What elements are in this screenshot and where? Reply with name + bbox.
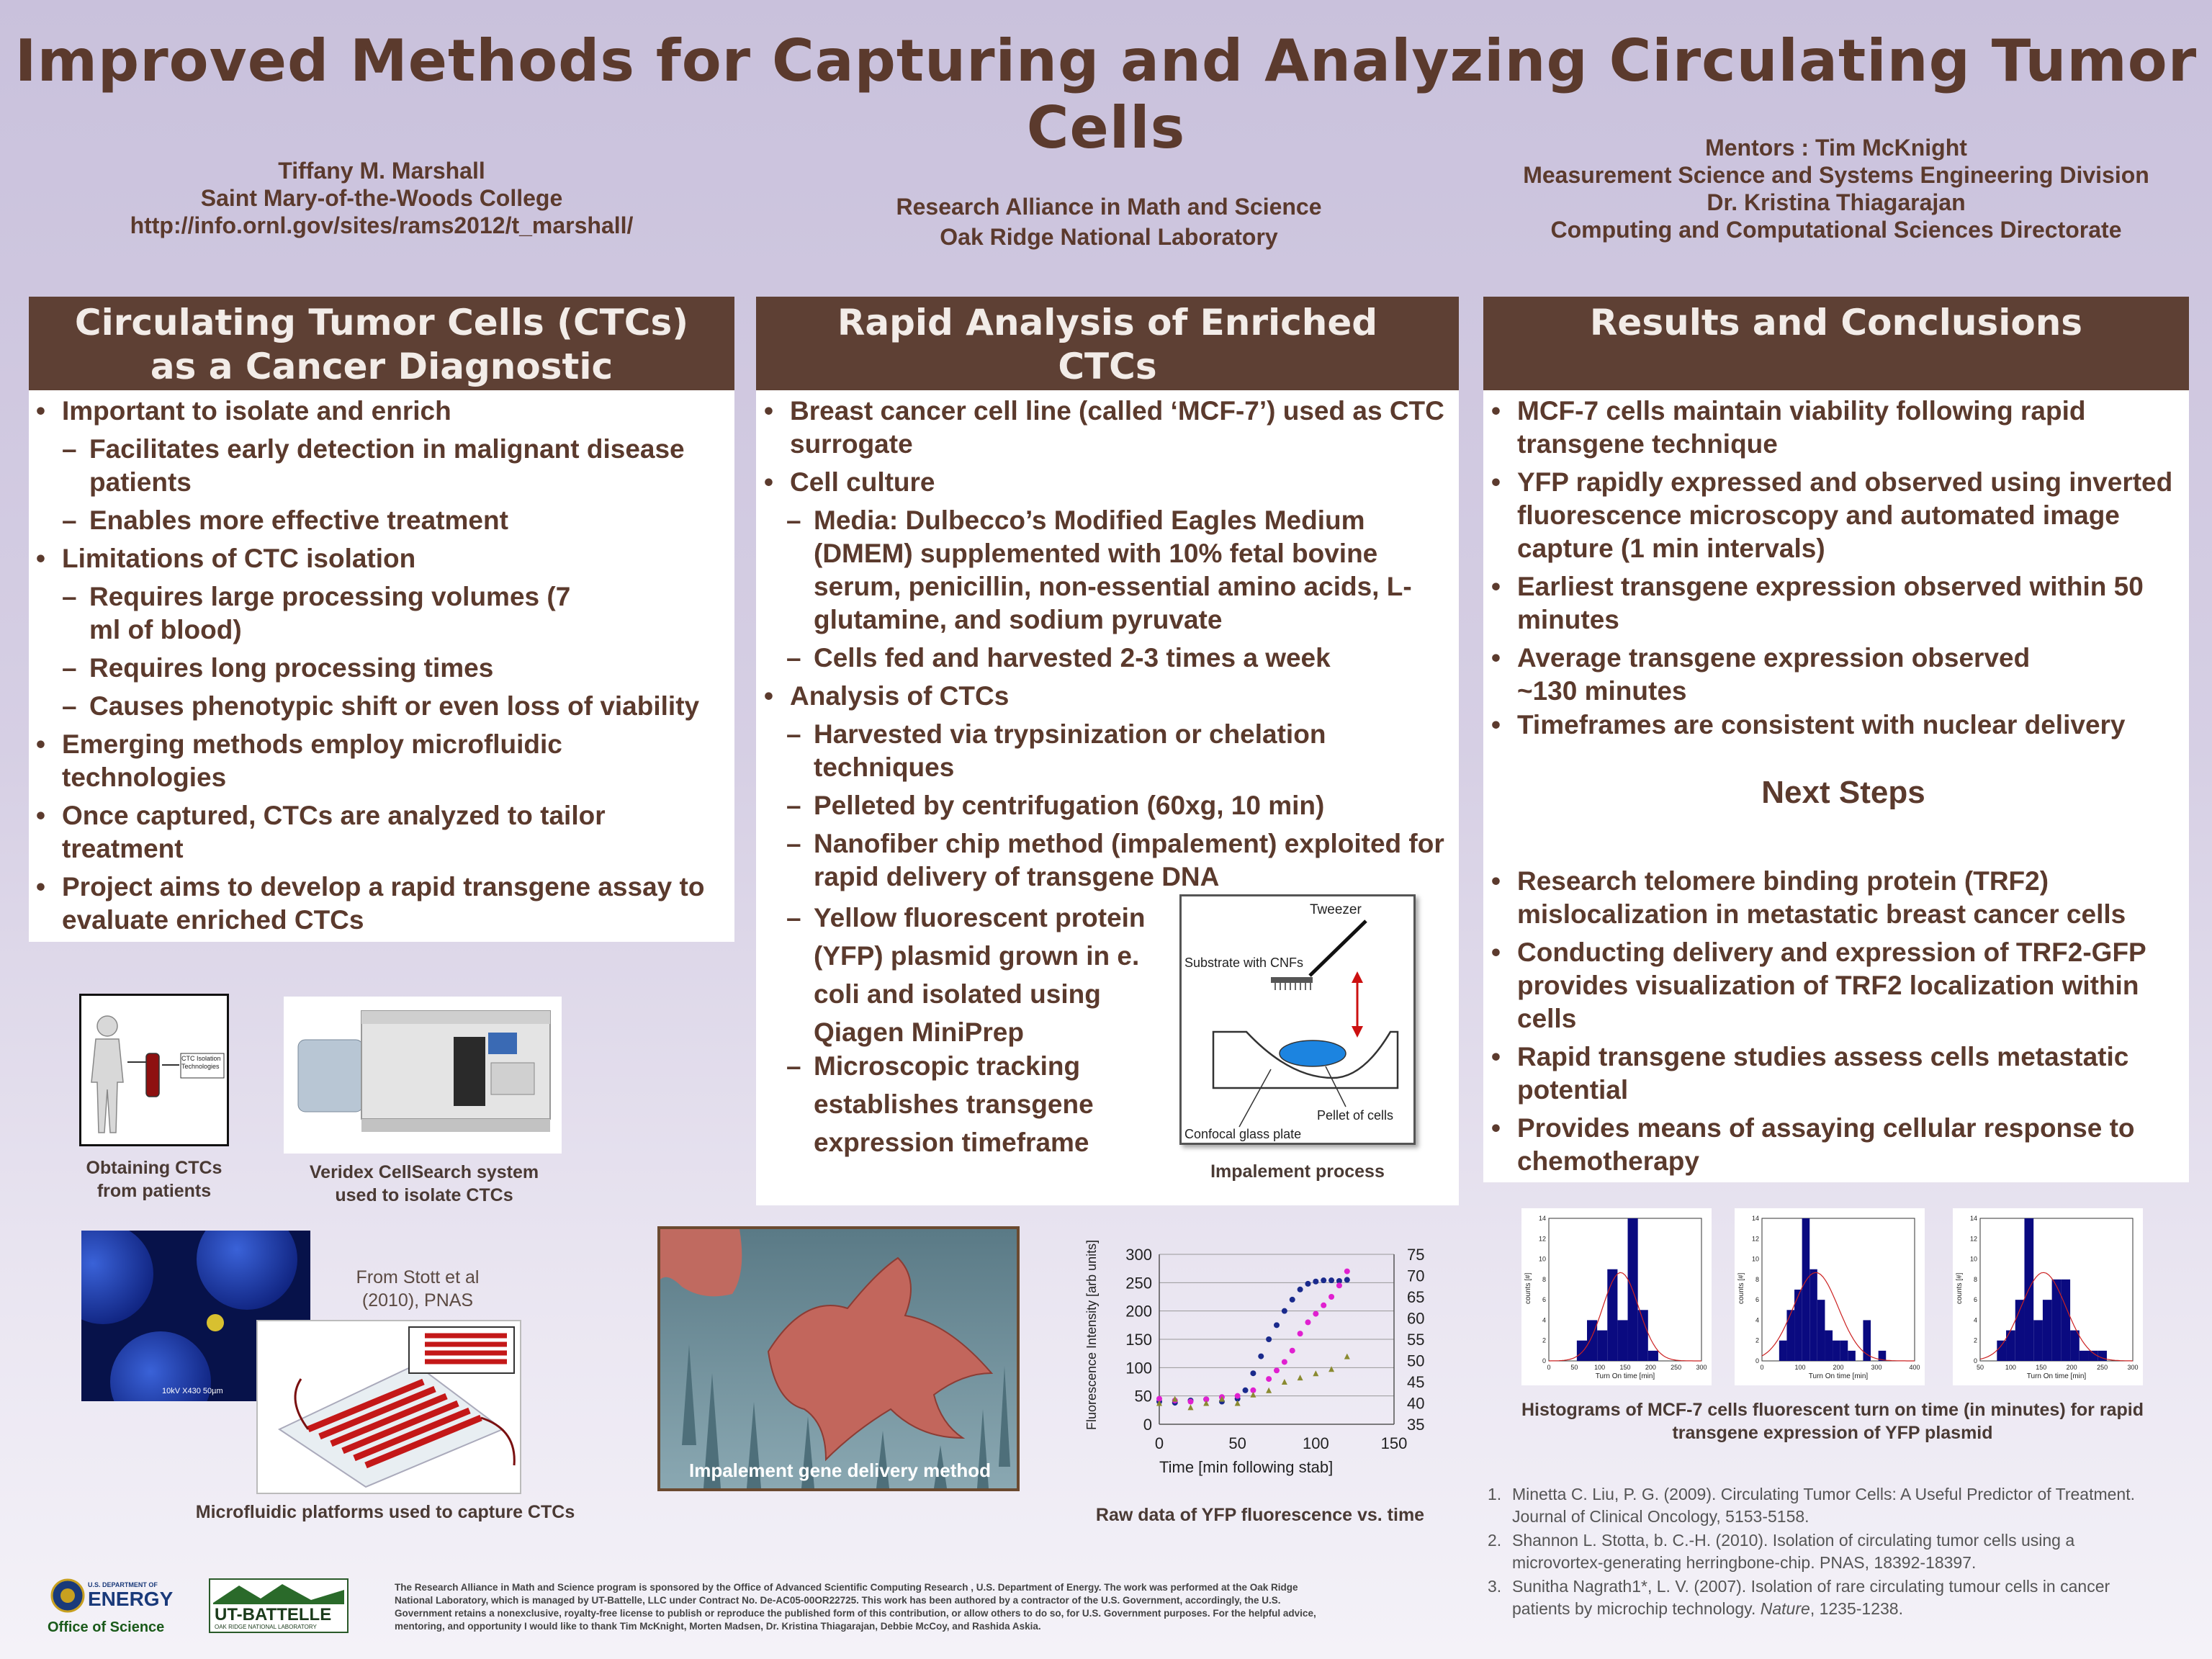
y-tick-label: 2 xyxy=(1542,1336,1546,1344)
data-point xyxy=(1282,1359,1287,1364)
data-point xyxy=(1344,1269,1350,1274)
sem-scale-text: 10kV X430 50µm xyxy=(162,1387,223,1395)
sub-bullet-item: – Microscopic tracking establishes transgene expression timeframe xyxy=(786,1051,1094,1157)
bullet-item: • Earliest transgene expression observed within 50 minutes xyxy=(1491,572,2144,634)
histogram-bar xyxy=(2006,1331,2015,1361)
bullet-item: • YFP rapidly expressed and observed using inverted fluorescence microscopy and automated image capture (1 min intervals) xyxy=(1491,467,2173,563)
x-tick-label: 0 xyxy=(1154,1434,1164,1452)
y-tick-label: 150 xyxy=(1125,1331,1152,1349)
histograms-caption: Histograms of MCF-7 cells fluorescent turn on time (in minutes) for rapid transgene expression of YFP plasmid xyxy=(1521,1400,2144,1443)
x-axis-label: Turn On time [min] xyxy=(1595,1372,1655,1380)
y2-tick-label: 60 xyxy=(1407,1309,1425,1328)
stott-citation: From Stott et al (2010), PNAS xyxy=(356,1267,480,1310)
histogram-bar xyxy=(1809,1269,1817,1361)
y-tick-label: 300 xyxy=(1125,1246,1152,1264)
data-point xyxy=(1328,1366,1334,1372)
sub-bullet-item: – Media: Dulbecco’s Modified Eagles Medium (DMEM) supplemented with 10% fetal bovine serum, penicillin, non-essential amino acids, L-glutamine, and sodium pyruvate xyxy=(786,505,1412,634)
data-point xyxy=(1290,1348,1295,1354)
bottle-shape xyxy=(298,1040,363,1112)
next-steps-heading: Next Steps xyxy=(1761,775,1925,810)
y-tick-label: 0 xyxy=(1973,1357,1977,1364)
data-point xyxy=(1274,1322,1280,1328)
histogram-bar xyxy=(1833,1341,1840,1361)
y-tick-label: 14 xyxy=(1538,1215,1546,1222)
x-tick-label: 300 xyxy=(2127,1364,2139,1371)
x-tick-label: 200 xyxy=(1833,1364,1844,1371)
y2-tick-label: 35 xyxy=(1407,1416,1425,1434)
raw-x-label: Time [min following stab] xyxy=(1159,1458,1334,1476)
y2-tick-label: 75 xyxy=(1407,1246,1425,1264)
glass-label: Confocal glass plate xyxy=(1184,1127,1302,1141)
instrument-screen xyxy=(488,1033,517,1054)
histogram-bar xyxy=(1848,1351,1856,1361)
histogram-2 xyxy=(1735,1208,1925,1385)
data-point xyxy=(1290,1297,1295,1303)
histogram-bar xyxy=(1794,1290,1802,1361)
ut-small-text: OAK RIDGE NATIONAL LABORATORY xyxy=(215,1624,317,1630)
bullet-item: • Rapid transgene studies assess cells metastatic potential xyxy=(1491,1042,2129,1105)
panel1-heading-line: as a Cancer Diagnostic xyxy=(150,346,613,387)
microfluidic-chip-image xyxy=(256,1320,521,1494)
data-point xyxy=(1344,1277,1350,1282)
program-block xyxy=(785,192,1433,252)
y2-tick-label: 45 xyxy=(1407,1373,1425,1391)
author-block xyxy=(50,157,713,239)
impalement-svg xyxy=(1182,896,1413,1143)
y-tick-label: 0 xyxy=(1143,1416,1152,1434)
data-point xyxy=(1266,1388,1272,1393)
histogram-bar xyxy=(2098,1351,2107,1361)
raw-data-caption: Raw data of YFP fluorescence vs. time xyxy=(1095,1505,1425,1525)
cellsearch-instrument-image xyxy=(284,997,562,1154)
instrument-door xyxy=(454,1037,485,1106)
sub-bullet-item: – Requires large processing volumes (7 ml of blood) xyxy=(62,582,571,644)
y-tick-label: 0 xyxy=(1755,1357,1759,1364)
data-point xyxy=(1250,1370,1256,1376)
bullet-item: • Research telomere binding protein (TRF2) mislocalization in metastatic breast cancer cells xyxy=(1491,866,2126,929)
plot-frame xyxy=(1762,1218,1915,1361)
sub-bullet-item: – Nanofiber chip method (impalement) exploited for rapid delivery of transgene DNA xyxy=(786,829,1444,891)
x-tick-label: 250 xyxy=(1671,1364,1682,1371)
sub-bullet-item: – Harvested via trypsinization or chelation techniques xyxy=(786,719,1326,782)
reference-item: 2. Shannon L. Stotta, b. C.-H. (2010). Isolation of circulating tumor cells using a microvortex-generating herringbone-chip. PNAS, 18392-18397. xyxy=(1488,1531,2075,1572)
bullet-item: • Timeframes are consistent with nuclear delivery xyxy=(1491,710,2126,739)
data-point xyxy=(1258,1354,1264,1359)
bullet-item: • MCF-7 cells maintain viability following rapid transgene technique xyxy=(1491,396,2086,459)
x-tick-label: 50 xyxy=(1976,1364,1984,1371)
y-tick-label: 50 xyxy=(1134,1387,1152,1406)
panel3-heading xyxy=(1483,297,2189,390)
y-axis-label: counts [#] xyxy=(1737,1272,1745,1304)
x-axis-label: Turn On time [min] xyxy=(2026,1372,2087,1380)
bullet-item: • Emerging methods employ microfluidic technologies xyxy=(36,729,562,792)
raw-data-chart xyxy=(1080,1214,1440,1488)
poster-title: Improved Methods for Capturing and Analyzing Circulating Tumor Cells xyxy=(14,27,2198,161)
data-point xyxy=(1305,1319,1310,1325)
mountain-icon xyxy=(213,1584,344,1604)
y-tick-label: 10 xyxy=(1751,1255,1759,1263)
histogram-bar xyxy=(2089,1351,2098,1361)
mentors-block xyxy=(1462,134,2211,243)
data-point xyxy=(1274,1367,1280,1373)
histogram-bar xyxy=(1607,1269,1617,1361)
panel2-heading-line: CTCs xyxy=(1058,346,1157,387)
x-tick-label: 250 xyxy=(2097,1364,2108,1371)
panel3-heading-line: Results and Conclusions xyxy=(1589,302,2083,343)
data-point xyxy=(1298,1375,1303,1380)
sub-bullet-item: – Causes phenotypic shift or even loss of viability xyxy=(62,691,700,721)
data-point xyxy=(1298,1331,1303,1336)
reference-item: 3. Sunitha Nagrath1*, L. V. (2007). Isolation of rare circulating tumour cells in cancer patients by microchip technology. Nature, 1235-1238. xyxy=(1488,1577,2110,1618)
human-figure-icon xyxy=(91,1016,123,1133)
data-point xyxy=(1321,1277,1326,1283)
ut-big-text: UT-BATTELLE xyxy=(215,1605,332,1624)
ctc-patient-diagram xyxy=(79,994,229,1146)
substrate-label: Substrate with CNFs xyxy=(1184,956,1304,970)
y2-tick-label: 70 xyxy=(1407,1267,1425,1285)
histogram-bar xyxy=(1840,1341,1848,1361)
bullet-item: • Breast cancer cell line (called ‘MCF-7’) used as CTC surrogate xyxy=(764,396,1444,459)
data-point xyxy=(1282,1308,1287,1314)
y-tick-label: 12 xyxy=(1751,1235,1759,1243)
tweezer-shape xyxy=(1310,921,1366,976)
nanofibers xyxy=(1275,983,1310,990)
data-point xyxy=(1328,1294,1334,1300)
y-tick-label: 0 xyxy=(1542,1357,1546,1364)
reference-item: 1. Minetta C. Liu, P. G. (2009). Circulating Tumor Cells: A Useful Predictor of Treatment. Journal of Clinical Oncology, 5153-5158. xyxy=(1488,1485,2135,1526)
x-tick-label: 200 xyxy=(2066,1364,2077,1371)
x-tick-label: 100 xyxy=(1594,1364,1606,1371)
bullet-item: • Limitations of CTC isolation xyxy=(36,544,416,573)
tweezer-label: Tweezer xyxy=(1310,902,1362,917)
histogram-1 xyxy=(1521,1208,1712,1385)
bullet-item: • Conducting delivery and expression of TRF2-GFP provides visualization of TRF2 localization within cells xyxy=(1491,938,2146,1033)
impalement-diagram xyxy=(1179,894,1416,1145)
bullet-item: • Once captured, CTCs are analyzed to tailor treatment xyxy=(36,801,606,863)
sub-bullet-item: – Enables more effective treatment xyxy=(62,505,508,535)
sub-bullet-item: – Requires long processing times xyxy=(62,653,494,683)
data-point xyxy=(1313,1370,1318,1376)
y-tick-label: 10 xyxy=(1969,1255,1977,1263)
histogram-bar xyxy=(1997,1341,2006,1361)
y2-tick-label: 55 xyxy=(1407,1331,1425,1349)
y-tick-label: 6 xyxy=(1542,1296,1546,1304)
y-tick-label: 14 xyxy=(1751,1215,1759,1222)
data-point xyxy=(1282,1379,1287,1385)
data-point xyxy=(1266,1376,1272,1382)
program-line: Oak Ridge National Laboratory xyxy=(940,224,1278,250)
histogram-bar xyxy=(1825,1331,1833,1361)
y-tick-label: 100 xyxy=(1125,1359,1152,1377)
x-tick-label: 50 xyxy=(1228,1434,1246,1452)
y-axis-label: counts [#] xyxy=(1524,1272,1532,1304)
histogram-bar xyxy=(2061,1280,2070,1361)
sub-bullet-item: – Facilitates early detection in malignant disease patients xyxy=(62,434,685,497)
data-point xyxy=(1305,1281,1310,1287)
y2-tick-label: 40 xyxy=(1407,1394,1425,1413)
substrate-shape xyxy=(1271,977,1313,983)
y-tick-label: 4 xyxy=(1542,1316,1546,1324)
x-tick-label: 400 xyxy=(1909,1364,1920,1371)
bullet-item: • Cell culture xyxy=(764,467,935,497)
histogram-bar xyxy=(1648,1351,1658,1361)
data-point xyxy=(1298,1287,1303,1292)
doe-logo xyxy=(48,1577,184,1635)
histogram-bar xyxy=(1817,1300,1825,1361)
data-point xyxy=(1266,1336,1272,1342)
bullet-item: • Average transgene expression observed ~130 minutes xyxy=(1491,643,2031,706)
bullet-item: • Project aims to develop a rapid transgene assay to evaluate enriched CTCs xyxy=(36,872,705,935)
histogram-bar xyxy=(2043,1300,2052,1361)
impalement-sem-image xyxy=(657,1226,1020,1491)
histogram-bar xyxy=(2052,1280,2062,1361)
histogram-3 xyxy=(1953,1208,2143,1385)
x-tick-label: 100 xyxy=(2005,1364,2016,1371)
sub-bullet-item: – Pelleted by centrifugation (60xg, 10 min) xyxy=(786,791,1325,820)
x-tick-label: 0 xyxy=(1547,1364,1551,1371)
y-tick-label: 250 xyxy=(1125,1274,1152,1292)
y-tick-label: 6 xyxy=(1755,1296,1759,1304)
panel1-heading-line: Circulating Tumor Cells (CTCs) xyxy=(74,302,689,343)
author-name: Tiffany M. Marshall xyxy=(278,158,485,184)
bullet-item: • Provides means of assaying cellular response to chemotherapy xyxy=(1491,1113,2135,1176)
y-tick-label: 8 xyxy=(1973,1275,1977,1283)
data-point xyxy=(1313,1311,1318,1317)
pellet-shape xyxy=(1280,1040,1346,1066)
author-url[interactable]: http://info.ornl.gov/sites/rams2012/t_marshall/ xyxy=(130,212,634,238)
histogram-bar xyxy=(1577,1341,1587,1361)
histogram-bar xyxy=(1638,1310,1648,1361)
y-tick-label: 4 xyxy=(1755,1316,1759,1324)
data-point xyxy=(1235,1393,1241,1399)
histogram-bar xyxy=(2070,1331,2080,1361)
mentor-line: Mentors : Tim McKnight xyxy=(1705,135,1967,161)
histogram-bar xyxy=(1617,1320,1627,1361)
x-tick-label: 200 xyxy=(1645,1364,1656,1371)
doe-small-text: U.S. DEPARTMENT OF xyxy=(88,1581,158,1588)
microfluidic-caption: Microfluidic platforms used to capture CTCs xyxy=(195,1502,575,1522)
obtaining-caption: Obtaining CTCs from patients xyxy=(86,1158,222,1201)
references xyxy=(1488,1483,2208,1620)
ut-battelle-logo xyxy=(209,1578,349,1633)
x-tick-label: 300 xyxy=(1696,1364,1707,1371)
y-tick-label: 14 xyxy=(1969,1215,1977,1222)
x-tick-label: 150 xyxy=(1619,1364,1631,1371)
y-tick-label: 12 xyxy=(1538,1235,1546,1243)
data-point xyxy=(1336,1282,1342,1288)
impalement-caption: Impalement process xyxy=(1210,1161,1385,1182)
histogram-bar xyxy=(1597,1331,1607,1361)
bullet-item: • Important to isolate and enrich xyxy=(36,396,451,426)
doe-big-text: ENERGY xyxy=(88,1588,174,1610)
histogram-bar xyxy=(1802,1218,1810,1361)
data-point xyxy=(1250,1392,1256,1398)
sub-bullet-item: – Yellow fluorescent protein (YFP) plasmid grown in e. coli and isolated using Qiagen MiniPrep xyxy=(786,903,1146,1047)
ctc-isolation-label: CTC Isolation Technologies xyxy=(181,1055,221,1070)
blood-tube-icon xyxy=(146,1053,159,1097)
panel2-heading xyxy=(756,297,1459,390)
panel2-heading-line: Rapid Analysis of Enriched xyxy=(837,302,1378,343)
x-tick-label: 50 xyxy=(1570,1364,1578,1371)
x-tick-label: 0 xyxy=(1760,1364,1764,1371)
data-point xyxy=(1321,1303,1326,1308)
raw-y-label: Fluorescence Intensity [arb units] xyxy=(1084,1239,1099,1430)
histogram-bar xyxy=(2033,1320,2043,1361)
raw-data-svg xyxy=(1080,1214,1440,1488)
y-tick-label: 4 xyxy=(1973,1316,1977,1324)
doe-office-text: Office of Science xyxy=(48,1619,165,1635)
y-tick-label: 8 xyxy=(1542,1275,1546,1283)
y-tick-label: 12 xyxy=(1969,1235,1977,1243)
y2-tick-label: 65 xyxy=(1407,1288,1425,1306)
data-point xyxy=(1328,1277,1334,1283)
histogram-bar xyxy=(2080,1351,2089,1361)
veridex-caption: Veridex CellSearch system used to isolate CTCs xyxy=(309,1162,539,1205)
data-point xyxy=(1313,1279,1318,1285)
x-tick-label: 150 xyxy=(2036,1364,2047,1371)
sub-bullet-item: – Cells fed and harvested 2-3 times a week xyxy=(786,643,1331,673)
y-tick-label: 2 xyxy=(1973,1336,1977,1344)
captured-cell-shape xyxy=(207,1314,224,1331)
x-axis-label: Turn On time [min] xyxy=(1808,1372,1869,1380)
y-tick-label: 200 xyxy=(1125,1302,1152,1321)
histogram-bar xyxy=(1863,1320,1871,1361)
y-tick-label: 2 xyxy=(1755,1336,1759,1344)
mentor-line: Computing and Computational Sciences Directorate xyxy=(1550,217,2122,243)
impalement-photo-caption: Impalement gene delivery method xyxy=(689,1460,992,1481)
mentor-line: Measurement Science and Systems Engineering Division xyxy=(1523,162,2149,188)
data-point xyxy=(1187,1399,1193,1405)
data-point xyxy=(1235,1401,1241,1406)
y2-tick-label: 50 xyxy=(1407,1352,1425,1370)
x-tick-label: 100 xyxy=(1794,1364,1806,1371)
pellet-label: Pellet of cells xyxy=(1317,1108,1394,1123)
program-line: Research Alliance in Math and Science xyxy=(896,194,1322,220)
histogram-bar xyxy=(1786,1310,1794,1361)
data-point xyxy=(1187,1404,1193,1410)
x-tick-label: 150 xyxy=(1380,1434,1408,1452)
mentor-line: Dr. Kristina Thiagarajan xyxy=(1707,189,1966,215)
y-tick-label: 10 xyxy=(1538,1255,1546,1263)
bullet-item: • Analysis of CTCs xyxy=(764,681,1010,711)
data-point xyxy=(1344,1354,1350,1359)
x-tick-label: 300 xyxy=(1871,1364,1882,1371)
x-tick-label: 100 xyxy=(1302,1434,1329,1452)
histogram-bar xyxy=(1779,1341,1787,1361)
y-axis-label: counts [#] xyxy=(1956,1272,1964,1304)
y-tick-label: 6 xyxy=(1973,1296,1977,1304)
data-point xyxy=(1243,1388,1249,1393)
y-tick-label: 8 xyxy=(1755,1275,1759,1283)
author-college: Saint Mary-of-the-Woods College xyxy=(200,185,563,211)
acknowledgment: The Research Alliance in Math and Science program is sponsored by the Office of Advanced Scientific Computing Research , U.S. Department of Energy. The work was performed at the Oak Ridge National Laboratory, which is managed by UT-Battelle, LLC under Contract No. De-AC05-00OR22725. This work has been authored by a contractor of the U.S. Government, accordingly, the U.S. Government retains a nonexclusive, royalty-free license to publish or reproduce the published form of this contribution, or allow others to do so, for U.S. Government purposes. For the helpful advice, mentoring, and opportunity I would like to thank Tim McKnight, Morten Madsen, Dr. Kristina Thiagarajan, Debbie McCoy, and Rashida Askia. xyxy=(395,1582,1316,1632)
panel1-heading xyxy=(29,297,734,390)
